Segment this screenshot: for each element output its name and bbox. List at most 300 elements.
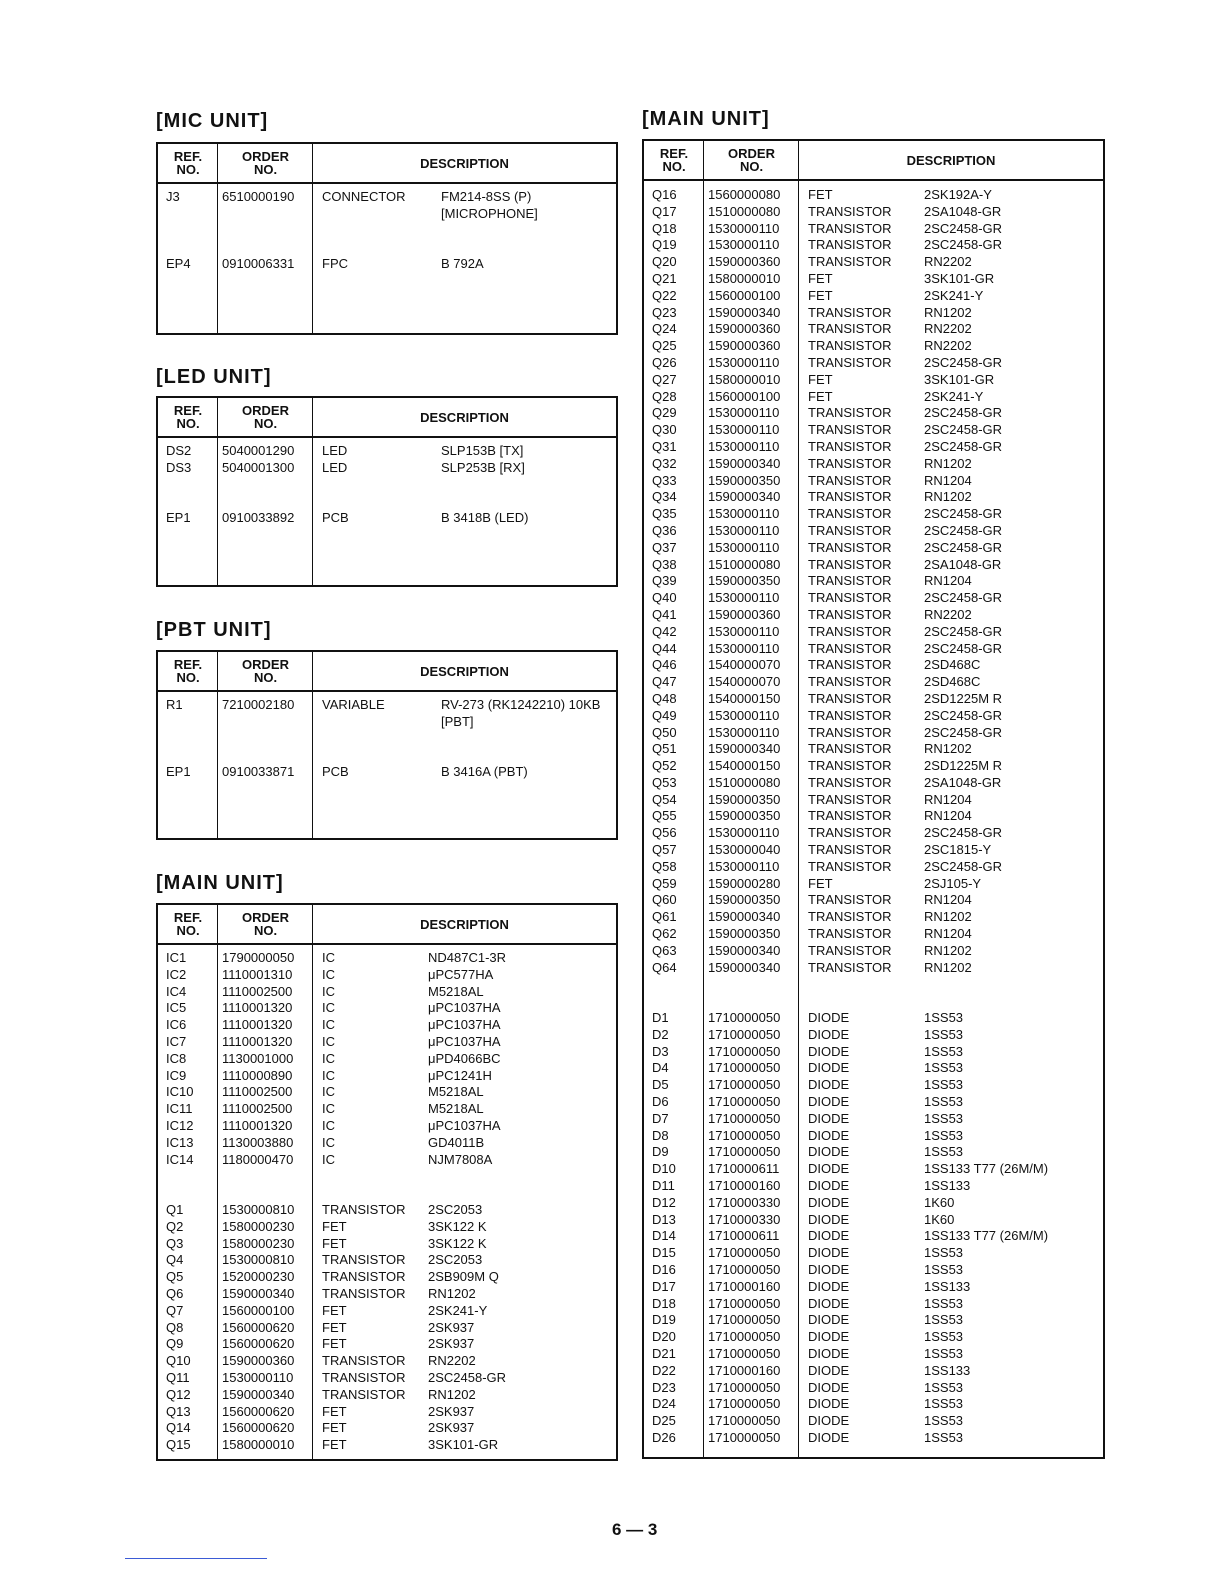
part-cell: 2SK937 xyxy=(428,1319,475,1335)
order-no-cell: 1710000050 xyxy=(708,1345,781,1361)
header-order-no xyxy=(218,144,313,182)
part-cell: 1K60 xyxy=(924,1211,955,1227)
order-no-cell: 1590000340 xyxy=(222,1285,295,1301)
part-cell: M5218AL xyxy=(428,1101,484,1117)
order-no-cell: 1530000110 xyxy=(708,724,780,740)
table-header xyxy=(158,398,616,438)
type-cell: VARIABLE xyxy=(322,697,385,712)
type-cell: IC xyxy=(322,1017,335,1033)
type-cell: DIODE xyxy=(808,1110,850,1126)
table-row xyxy=(644,624,1103,641)
header-order-no xyxy=(218,652,313,690)
ref-no-cell: Q13 xyxy=(166,1403,191,1419)
order-no-cell: 1590000350 xyxy=(708,573,781,589)
part-cell: 2SC2458-GR xyxy=(924,640,1003,656)
type-cell: DIODE xyxy=(808,1194,850,1210)
ref-no-cell: Q59 xyxy=(652,875,677,891)
part-cell: 1SS53 xyxy=(924,1127,964,1143)
ref-no-cell: Q26 xyxy=(652,354,677,370)
table-row xyxy=(644,1161,1103,1178)
ref-no-cell: Q35 xyxy=(652,506,677,522)
part-cell: [PBT] xyxy=(441,713,474,729)
table-row xyxy=(644,288,1103,305)
part-cell: μPC1037HA xyxy=(428,1000,501,1016)
order-no-cell: 1590000340 xyxy=(708,909,781,925)
order-no-cell: 1530000110 xyxy=(708,640,780,656)
order-no-cell: 1590000350 xyxy=(708,808,781,824)
order-no-cell: 1510000080 xyxy=(708,774,781,790)
table-row xyxy=(644,1363,1103,1380)
part-cell: 1SS53 xyxy=(924,1110,964,1126)
order-no-cell: 1540000150 xyxy=(708,758,781,774)
order-no-cell: 1530000040 xyxy=(708,842,781,858)
ref-no-cell: D17 xyxy=(652,1278,676,1294)
ref-no-cell: IC8 xyxy=(166,1050,187,1066)
part-cell: 2SD468C xyxy=(924,657,981,673)
table-body xyxy=(158,950,616,1454)
ref-no-cell: Q64 xyxy=(652,959,677,975)
order-no-cell: 1530000110 xyxy=(708,220,780,236)
table-row xyxy=(644,254,1103,271)
type-cell: DIODE xyxy=(808,1094,850,1110)
header-ref-no xyxy=(158,652,218,690)
order-no-cell: 1530000110 xyxy=(708,825,780,841)
header-description xyxy=(313,398,616,436)
type-cell: TRANSISTOR xyxy=(808,590,892,606)
type-cell: TRANSISTOR xyxy=(808,237,892,253)
part-cell: B 792A xyxy=(441,256,484,272)
header-ref-no-label: NO. xyxy=(176,670,200,685)
order-no-cell: 1590000340 xyxy=(708,455,781,471)
type-cell: IC xyxy=(322,1117,335,1133)
type-cell: FET xyxy=(322,1403,347,1419)
type-cell: DIODE xyxy=(808,1379,850,1395)
table-row xyxy=(644,439,1103,456)
main-unit-left-table xyxy=(156,903,618,1461)
part-cell: RN2202 xyxy=(428,1353,476,1369)
ref-no-cell: Q50 xyxy=(652,724,677,740)
table-row xyxy=(644,741,1103,758)
table-row xyxy=(644,456,1103,473)
type-cell: TRANSISTOR xyxy=(808,758,892,774)
table-row xyxy=(644,573,1103,590)
table-row xyxy=(644,1396,1103,1413)
ref-no-cell: D25 xyxy=(652,1413,676,1429)
ref-no-cell: Q2 xyxy=(166,1218,184,1234)
header-order-no-label: NO. xyxy=(253,923,278,938)
ref-no-cell: Q47 xyxy=(652,674,677,690)
order-no-cell: 1710000050 xyxy=(708,1110,781,1126)
table-row xyxy=(158,1084,616,1101)
ref-no-cell: Q16 xyxy=(652,187,677,202)
table-row xyxy=(158,764,616,781)
part-cell: 2SC2458-GR xyxy=(924,825,1003,841)
table-row xyxy=(158,731,616,748)
part-cell: μPC1037HA xyxy=(428,1017,501,1033)
type-cell: DIODE xyxy=(808,1060,850,1076)
table-row xyxy=(644,1128,1103,1145)
header-description-label: DESCRIPTION xyxy=(420,916,509,932)
type-cell: DIODE xyxy=(808,1429,850,1445)
ref-no-cell: Q9 xyxy=(166,1336,184,1352)
ref-no-cell: D22 xyxy=(652,1362,676,1378)
ref-no-cell: D20 xyxy=(652,1329,676,1345)
part-cell: 1SS133 xyxy=(924,1362,971,1378)
header-order-no-label: ORDER xyxy=(728,146,775,161)
table-body xyxy=(644,187,1103,1447)
type-cell: TRANSISTOR xyxy=(322,1386,406,1402)
order-no-cell: 1710000050 xyxy=(708,1144,781,1160)
ref-no-cell: Q51 xyxy=(652,741,677,757)
part-cell: RN1204 xyxy=(924,472,972,488)
part-cell: 2SK937 xyxy=(428,1336,475,1352)
ref-no-cell: D14 xyxy=(652,1228,676,1244)
ref-no-cell: IC1 xyxy=(166,950,187,965)
type-cell: DIODE xyxy=(808,1077,850,1093)
type-cell: TRANSISTOR xyxy=(808,606,892,622)
type-cell: TRANSISTOR xyxy=(808,858,892,874)
table-row xyxy=(644,976,1103,993)
table-row xyxy=(158,1236,616,1253)
ref-no-cell: Q23 xyxy=(652,304,677,320)
order-no-cell: 1590000340 xyxy=(708,741,781,757)
table-row xyxy=(158,1034,616,1051)
type-cell: TRANSISTOR xyxy=(808,506,892,522)
table-row xyxy=(644,1430,1103,1447)
table-row xyxy=(644,960,1103,977)
table-row xyxy=(158,1202,616,1219)
table-row xyxy=(644,993,1103,1010)
table-row xyxy=(644,523,1103,540)
order-no-cell: 1530000110 xyxy=(708,405,780,421)
ref-no-cell: Q19 xyxy=(652,237,677,253)
type-cell: TRANSISTOR xyxy=(322,1285,406,1301)
order-no-cell: 5040001290 xyxy=(222,443,295,458)
table-row xyxy=(158,1336,616,1353)
table-row xyxy=(158,984,616,1001)
part-cell: RN2202 xyxy=(924,254,972,270)
table-row xyxy=(158,1269,616,1286)
part-cell: ND487C1-3R xyxy=(428,950,507,965)
order-no-cell: 1510000080 xyxy=(708,203,781,219)
type-cell: DIODE xyxy=(808,1295,850,1311)
part-cell: 2SK192A-Y xyxy=(924,187,992,202)
order-no-cell: 1110001310 xyxy=(222,966,293,982)
led-unit-title: [LED UNIT] xyxy=(156,366,272,388)
part-cell: 2SK241-Y xyxy=(924,287,984,303)
type-cell: TRANSISTOR xyxy=(808,573,892,589)
part-cell: FM214-8SS (P) xyxy=(441,189,532,204)
table-row xyxy=(158,510,616,527)
part-cell: 1SS53 xyxy=(924,1245,964,1261)
ref-no-cell: IC13 xyxy=(166,1134,194,1150)
part-cell: μPC1037HA xyxy=(428,1033,501,1049)
type-cell: TRANSISTOR xyxy=(808,623,892,639)
table-row xyxy=(158,460,616,477)
header-description-label: DESCRIPTION xyxy=(420,155,509,171)
part-cell: 1SS53 xyxy=(924,1043,964,1059)
order-no-cell: 1590000360 xyxy=(222,1353,295,1369)
type-cell: DIODE xyxy=(808,1161,850,1177)
table-row xyxy=(644,204,1103,221)
table-row xyxy=(644,876,1103,893)
ref-no-cell: Q17 xyxy=(652,203,677,219)
table-row xyxy=(644,422,1103,439)
part-cell: RV-273 (RK1242210) 10KB xyxy=(441,697,601,712)
ref-no-cell: Q63 xyxy=(652,942,677,958)
table-row xyxy=(644,1010,1103,1027)
part-cell: M5218AL xyxy=(428,1084,484,1100)
order-no-cell: 1710000050 xyxy=(708,1094,781,1110)
table-header xyxy=(158,652,616,692)
order-no-cell: 7210002180 xyxy=(222,697,295,712)
part-cell: μPC1241H xyxy=(428,1067,492,1083)
type-cell: TRANSISTOR xyxy=(808,959,892,975)
ref-no-cell: Q52 xyxy=(652,758,677,774)
header-order-no-label: ORDER xyxy=(242,403,289,418)
header-order-no-label: NO. xyxy=(253,416,278,431)
table-row xyxy=(644,1212,1103,1229)
ref-no-cell: Q11 xyxy=(166,1369,190,1385)
ref-no-cell: Q20 xyxy=(652,254,677,270)
table-row xyxy=(158,1068,616,1085)
ref-no-cell: D19 xyxy=(652,1312,676,1328)
part-cell: RN1204 xyxy=(924,926,972,942)
type-cell: IC xyxy=(322,1101,335,1117)
type-cell: IC xyxy=(322,966,335,982)
order-no-cell: 1710000050 xyxy=(708,1127,781,1143)
table-row xyxy=(644,641,1103,658)
ref-no-cell: Q34 xyxy=(652,489,677,505)
part-cell: 2SD468C xyxy=(924,674,981,690)
header-ref-no xyxy=(158,905,218,943)
order-no-cell: 1590000360 xyxy=(708,254,781,270)
type-cell: TRANSISTOR xyxy=(808,220,892,236)
part-cell: RN1202 xyxy=(428,1386,476,1402)
part-cell: 2SK937 xyxy=(428,1403,475,1419)
order-no-cell: 1580000230 xyxy=(222,1218,295,1234)
type-cell: TRANSISTOR xyxy=(322,1201,406,1217)
order-no-cell: 1530000810 xyxy=(222,1252,295,1268)
type-cell: IC xyxy=(322,1033,335,1049)
type-cell: TRANSISTOR xyxy=(808,842,892,858)
type-cell: TRANSISTOR xyxy=(808,707,892,723)
ref-no-cell: D23 xyxy=(652,1379,676,1395)
mic-unit-table xyxy=(156,142,618,335)
table-row xyxy=(158,1051,616,1068)
type-cell: TRANSISTOR xyxy=(808,774,892,790)
part-cell: 1SS53 xyxy=(924,1379,964,1395)
type-cell: DIODE xyxy=(808,1010,850,1026)
table-row xyxy=(644,221,1103,238)
ref-no-cell: Q53 xyxy=(652,774,677,790)
ref-no-cell: D1 xyxy=(652,1010,669,1026)
part-cell: 2SK937 xyxy=(428,1420,475,1436)
type-cell: IC xyxy=(322,950,335,965)
type-cell: TRANSISTOR xyxy=(808,254,892,270)
type-cell: TRANSISTOR xyxy=(808,338,892,354)
type-cell: DIODE xyxy=(808,1329,850,1345)
order-no-cell: 1590000340 xyxy=(708,304,781,320)
order-no-cell: 1560000100 xyxy=(222,1302,295,1318)
table-row xyxy=(644,389,1103,406)
table-row xyxy=(644,775,1103,792)
table-row xyxy=(158,1420,616,1437)
header-order-no-label: ORDER xyxy=(242,657,289,672)
ref-no-cell: DS3 xyxy=(166,459,192,475)
order-no-cell: 1560000100 xyxy=(708,287,781,303)
ref-no-cell: D24 xyxy=(652,1396,676,1412)
type-cell: TRANSISTOR xyxy=(808,808,892,824)
ref-no-cell: Q58 xyxy=(652,858,677,874)
table-body xyxy=(158,443,616,527)
order-no-cell: 1580000010 xyxy=(708,270,781,286)
order-no-cell: 1540000070 xyxy=(708,657,781,673)
part-cell: RN1202 xyxy=(924,959,972,975)
type-cell: FET xyxy=(322,1420,347,1436)
table-row xyxy=(644,1279,1103,1296)
part-cell: RN1202 xyxy=(924,489,972,505)
part-cell: 1SS53 xyxy=(924,1094,964,1110)
table-row xyxy=(158,443,616,460)
part-cell: [MICROPHONE] xyxy=(441,205,538,221)
type-cell: LED xyxy=(322,459,348,475)
ref-no-cell: Q41 xyxy=(652,606,677,622)
ref-no-cell: Q33 xyxy=(652,472,677,488)
type-cell: FET xyxy=(808,287,833,303)
ref-no-cell: Q12 xyxy=(166,1386,191,1402)
ref-no-cell: Q54 xyxy=(652,791,677,807)
header-description-label: DESCRIPTION xyxy=(420,409,509,425)
type-cell: DIODE xyxy=(808,1345,850,1361)
ref-no-cell: D13 xyxy=(652,1211,676,1227)
type-cell: DIODE xyxy=(808,1278,850,1294)
ref-no-cell: D18 xyxy=(652,1295,676,1311)
table-row xyxy=(644,237,1103,254)
table-row xyxy=(644,1329,1103,1346)
part-cell: B 3418B (LED) xyxy=(441,510,529,526)
table-row xyxy=(158,189,616,206)
table-row xyxy=(644,1245,1103,1262)
part-cell: RN1202 xyxy=(428,1285,476,1301)
order-no-cell: 1710000050 xyxy=(708,1245,781,1261)
table-row xyxy=(644,842,1103,859)
table-body xyxy=(158,189,616,273)
ref-no-cell: D2 xyxy=(652,1026,669,1042)
table-row xyxy=(644,859,1103,876)
header-description xyxy=(313,144,616,182)
order-no-cell: 1710000611 xyxy=(708,1161,780,1177)
part-cell: 2SC2458-GR xyxy=(924,405,1003,421)
type-cell: DIODE xyxy=(808,1026,850,1042)
type-cell: IC xyxy=(322,983,335,999)
type-cell: FET xyxy=(322,1336,347,1352)
order-no-cell: 1530000110 xyxy=(222,1369,294,1385)
type-cell: TRANSISTOR xyxy=(322,1269,406,1285)
table-row xyxy=(158,1168,616,1185)
table-row xyxy=(158,1370,616,1387)
type-cell: TRANSISTOR xyxy=(808,438,892,454)
table-row xyxy=(644,355,1103,372)
order-no-cell: 1710000050 xyxy=(708,1429,781,1445)
part-cell: 1K60 xyxy=(924,1194,955,1210)
table-row xyxy=(644,725,1103,742)
part-cell: 2SC2458-GR xyxy=(924,506,1003,522)
order-no-cell: 1540000150 xyxy=(708,690,781,706)
table-row xyxy=(158,1185,616,1202)
header-ref-no-label: REF. xyxy=(659,146,689,161)
ref-no-cell: Q48 xyxy=(652,690,677,706)
part-cell: RN1202 xyxy=(924,455,972,471)
part-cell: 1SS53 xyxy=(924,1262,964,1277)
part-cell: 1SS53 xyxy=(924,1329,964,1345)
ref-no-cell: IC14 xyxy=(166,1151,194,1167)
type-cell: TRANSISTOR xyxy=(808,556,892,572)
ref-no-cell: Q18 xyxy=(652,220,677,236)
ref-no-cell: Q56 xyxy=(652,825,677,841)
table-row xyxy=(644,557,1103,574)
table-row xyxy=(644,271,1103,288)
table-row xyxy=(644,1027,1103,1044)
part-cell: RN1202 xyxy=(924,942,972,958)
order-no-cell: 1710000160 xyxy=(708,1278,781,1294)
type-cell: TRANSISTOR xyxy=(322,1353,406,1369)
order-no-cell: 1590000350 xyxy=(708,472,781,488)
order-no-cell: 1530000110 xyxy=(708,623,780,639)
header-order-no-label: NO. xyxy=(253,162,278,177)
table-header xyxy=(158,144,616,184)
table-row xyxy=(158,1286,616,1303)
ref-no-cell: D4 xyxy=(652,1060,669,1076)
part-cell: 2SC2458-GR xyxy=(924,539,1003,555)
header-order-no xyxy=(218,398,313,436)
table-row xyxy=(158,967,616,984)
header-description xyxy=(313,905,616,943)
part-cell: 1SS53 xyxy=(924,1295,964,1311)
table-row xyxy=(644,1312,1103,1329)
ref-no-cell: Q62 xyxy=(652,926,677,942)
order-no-cell: 5040001300 xyxy=(222,459,295,475)
ref-no-cell: Q7 xyxy=(166,1302,184,1318)
order-no-cell: 1710000050 xyxy=(708,1379,781,1395)
mic-unit-title: [MIC UNIT] xyxy=(156,110,269,132)
part-cell: RN1202 xyxy=(924,741,972,757)
table-row xyxy=(644,892,1103,909)
ref-no-cell: D5 xyxy=(652,1077,669,1093)
header-ref-no-label: NO. xyxy=(176,162,200,177)
part-cell: 2SA1048-GR xyxy=(924,203,1002,219)
ref-no-cell: EP1 xyxy=(166,764,191,780)
table-row xyxy=(644,372,1103,389)
part-cell: RN2202 xyxy=(924,606,972,622)
ref-no-cell: Q39 xyxy=(652,573,677,589)
type-cell: TRANSISTOR xyxy=(808,825,892,841)
ref-no-cell: Q14 xyxy=(166,1420,191,1436)
table-row xyxy=(158,697,616,714)
part-cell: 2SA1048-GR xyxy=(924,556,1002,572)
part-cell: 2SC2458-GR xyxy=(924,237,1003,253)
ref-no-cell: Q4 xyxy=(166,1252,184,1268)
ref-no-cell: D15 xyxy=(652,1245,676,1261)
part-cell: 1SS53 xyxy=(924,1026,964,1042)
ref-no-cell: IC7 xyxy=(166,1033,187,1049)
part-cell: 2SC2458-GR xyxy=(924,724,1003,740)
order-no-cell: 1590000350 xyxy=(708,892,781,908)
table-row xyxy=(158,477,616,494)
table-row xyxy=(644,926,1103,943)
ref-no-cell: Q36 xyxy=(652,522,677,538)
order-no-cell: 1710000160 xyxy=(708,1362,781,1378)
